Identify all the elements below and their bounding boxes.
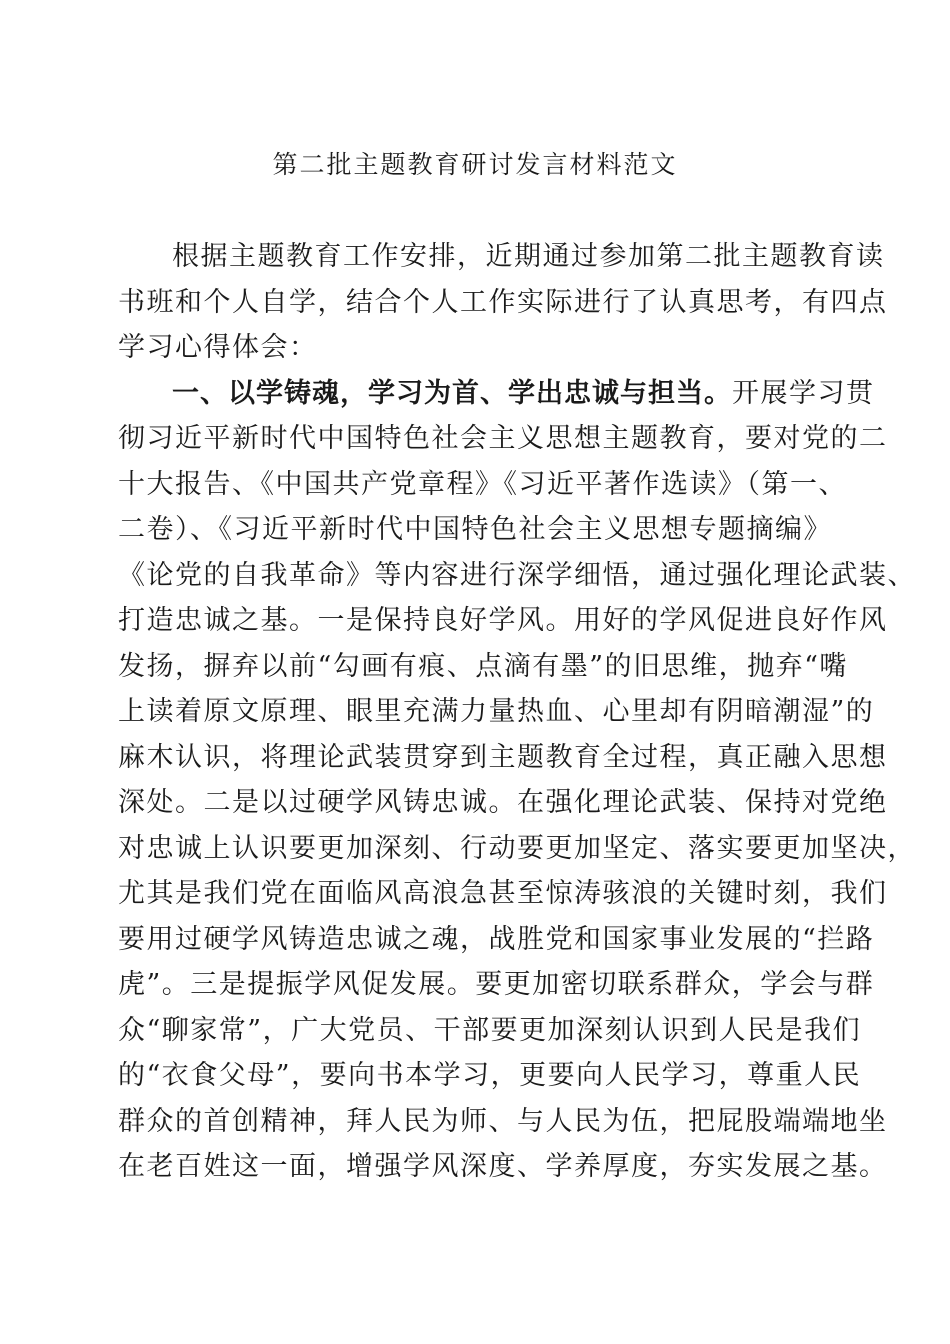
section-1-line: 打造忠诚之基。一是保持良好学风。用好的学风促进良好作风 [118, 605, 888, 636]
section-1-line: 上读着原文原理、眼里充满力量热血、心里却有阴暗潮湿”的 [118, 696, 875, 727]
section-1-line: 十大报告、《中国共产党章程》《习近平著作选读》（第一、 [118, 468, 847, 500]
section-1-line: 的“衣食父母”，要向书本学习，更要向人民学习，尊重人民 [118, 1060, 862, 1091]
section-1-line: 《论党的自我革命》等内容进行深学细悟，通过强化理论武装、 [118, 559, 916, 591]
section-1-heading: 一、以学铸魂，学习为首、学出忠诚与担当。 [172, 377, 732, 409]
intro-line: 根据主题教育工作安排，近期通过参加第二批主题教育读 [172, 241, 885, 272]
section-1-line: 彻习近平新时代中国特色社会主义思想主题教育，要对党的二 [118, 423, 888, 454]
section-1-first-line-rest: 开展学习贯 [732, 377, 875, 409]
section-1-line: 群众的首创精神，拜人民为师、与人民为伍，把屁股端端地坐 [118, 1105, 888, 1137]
section-1-line: 在老百姓这一面，增强学风深度、学养厚度，夯实发展之基。 [118, 1151, 888, 1182]
section-1-line: 发扬，摒弃以前“勾画有痕、点滴有墨”的旧思维，抛弃“嘴 [118, 650, 848, 682]
intro-line: 书班和个人自学，结合个人工作实际进行了认真思考，有四点 [118, 286, 888, 318]
section-1-line: 要用过硬学风铸造忠诚之魂，战胜党和国家事业发展的“拦路 [118, 923, 875, 955]
section-1-line: 麻木认识，将理论武装贯穿到主题教育全过程，真正融入思想 [118, 741, 888, 773]
section-1-line: 虎”。三是提振学风促发展。要更加密切联系群众，学会与群 [118, 969, 875, 1000]
section-1-line: 深处。二是以过硬学风铸忠诚。在强化理论武装、保持对党绝 [118, 787, 888, 818]
section-1-line: 对忠诚上认识要更加深刻、行动要更加坚定、落实要更加坚决， [118, 832, 916, 864]
intro-line: 学习心得体会： [118, 332, 318, 363]
section-1-line: 尤其是我们党在面临风高浪急甚至惊涛骇浪的关键时刻，我们 [118, 878, 888, 909]
document-title: 第二批主题教育研讨发言材料范文 [272, 150, 678, 179]
section-1-line: 二卷）、《习近平新时代中国特色社会主义思想专题摘编》 [118, 514, 832, 545]
section-1-line: 众“聊家常”，广大党员、干部要更加深刻认识到人民是我们 [118, 1014, 862, 1046]
section-1-first-line [118, 371, 875, 417]
document-body [118, 234, 916, 1190]
